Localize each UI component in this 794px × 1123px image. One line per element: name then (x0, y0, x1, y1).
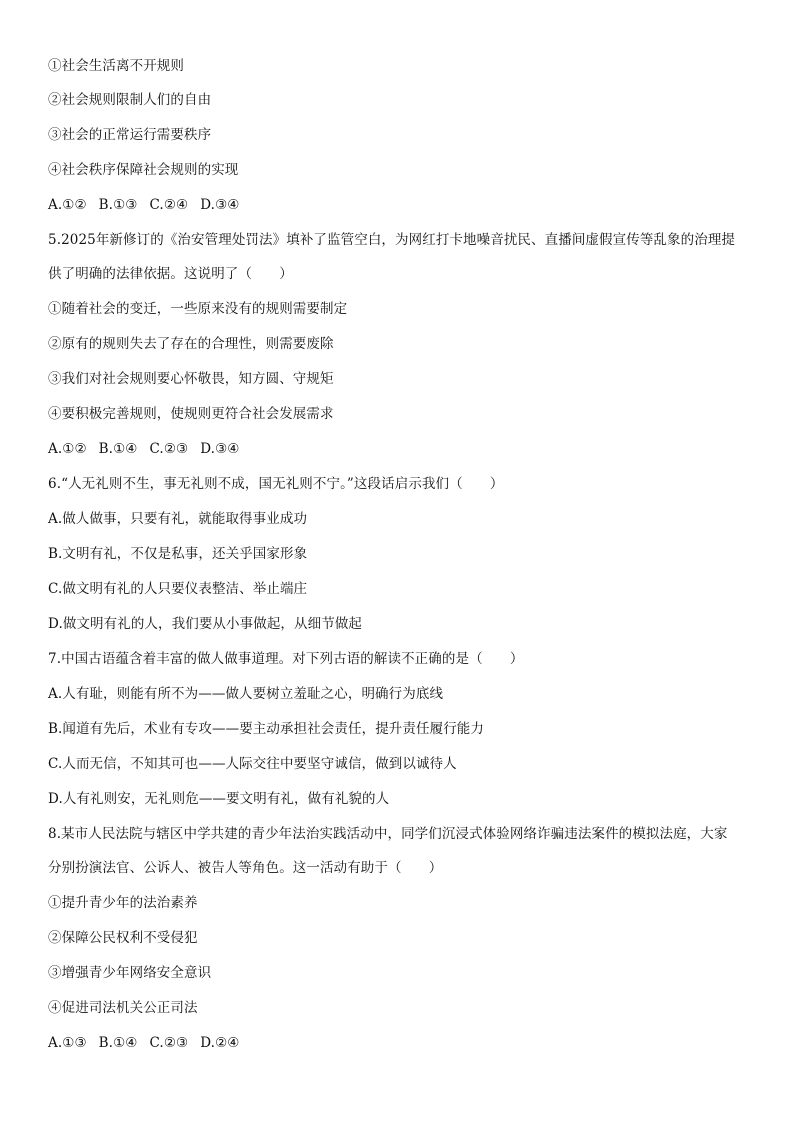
q6-choice-b[interactable]: B.文明有礼，不仅是私事，还关乎国家形象 (48, 546, 308, 562)
q8-item-1: ①提升青少年的法治素养 (48, 895, 198, 911)
q6-choice-c[interactable]: C.做文明有礼的人只要仪表整洁、举止端庄 (48, 581, 308, 597)
q7-choice-b[interactable]: B.闻道有先后，术业有专攻——要主动承担社会责任，提升责任履行能力 (48, 721, 485, 737)
q5-item-4: ④要积极完善规则，使规则更符合社会发展需求 (48, 406, 334, 422)
q5-option-b[interactable]: B.①④ (98, 441, 138, 457)
q4-option-b[interactable]: B.①③ (98, 197, 138, 213)
q5-stem-line-1: 5.2025年新修订的《治安管理处罚法》填补了监管空白，为网红打卡地噪音扰民、直播间虚假宣传等乱象的治理提 (48, 232, 736, 248)
q8-option-b[interactable]: B.①④ (98, 1035, 138, 1051)
q4-option-a[interactable]: A.①② (48, 197, 87, 213)
q8-stem-line-1: 8.某市人民法院与辖区中学共建的青少年法治实践活动中，同学们沉浸式体验网络诈骗违法案件的模拟法庭，大家 (48, 826, 728, 842)
q6-choice-d[interactable]: D.做文明有礼的人，我们要从小事做起，从细节做起 (48, 616, 363, 632)
q5-item-2: ②原有的规则失去了存在的合理性，则需要废除 (48, 336, 334, 352)
q4-option-c[interactable]: C.②④ (149, 197, 189, 213)
q8-option-c[interactable]: C.②③ (149, 1035, 189, 1051)
q4-option-d[interactable]: D.③④ (200, 197, 240, 213)
q8-options (48, 1033, 758, 1053)
q5-item-1: ①随着社会的变迁，一些原来没有的规则需要制定 (48, 301, 348, 317)
q6-choice-a[interactable]: A.做人做事，只要有礼，就能取得事业成功 (48, 511, 308, 527)
q5-options (48, 439, 758, 459)
q4-item-3: ③社会的正常运行需要秩序 (48, 127, 212, 143)
q6-stem: 6.“人无礼则不生，事无礼则不成，国无礼则不宁。”这段话启示我们（ ） (48, 476, 504, 492)
q8-item-2: ②保障公民权利不受侵犯 (48, 930, 198, 946)
q8-stem-line-2: 分别扮演法官、公诉人、被告人等角色。这一活动有助于（ ） (48, 860, 443, 876)
q5-option-c[interactable]: C.②③ (149, 441, 189, 457)
q5-option-a[interactable]: A.①② (48, 441, 87, 457)
q7-stem: 7.中国古语蕴含着丰富的做人做事道理。对下列古语的解读不正确的是（ ） (48, 651, 524, 667)
q8-item-4: ④促进司法机关公正司法 (48, 1000, 198, 1016)
q5-stem-line-2: 供了明确的法律依据。这说明了（ ） (48, 266, 293, 282)
q8-item-3: ③增强青少年网络安全意识 (48, 965, 212, 981)
q4-item-1: ①社会生活离不开规则 (48, 58, 184, 74)
q4-options (48, 195, 758, 215)
q5-item-3: ③我们对社会规则要心怀敬畏，知方圆、守规矩 (48, 371, 334, 387)
q8-option-a[interactable]: A.①③ (48, 1035, 87, 1051)
q8-option-d[interactable]: D.②④ (200, 1035, 240, 1051)
q4-item-4: ④社会秩序保障社会规则的实现 (48, 162, 239, 178)
q7-choice-d[interactable]: D.人有礼则安，无礼则危——要文明有礼，做有礼貌的人 (48, 791, 390, 807)
q5-option-d[interactable]: D.③④ (200, 441, 240, 457)
q7-choice-c[interactable]: C.人而无信，不知其可也——人际交往中要坚守诚信，做到以诚待人 (48, 756, 457, 772)
q4-item-2: ②社会规则限制人们的自由 (48, 92, 212, 108)
q7-choice-a[interactable]: A.人有耻，则能有所不为——做人要树立羞耻之心，明确行为底线 (48, 686, 444, 702)
